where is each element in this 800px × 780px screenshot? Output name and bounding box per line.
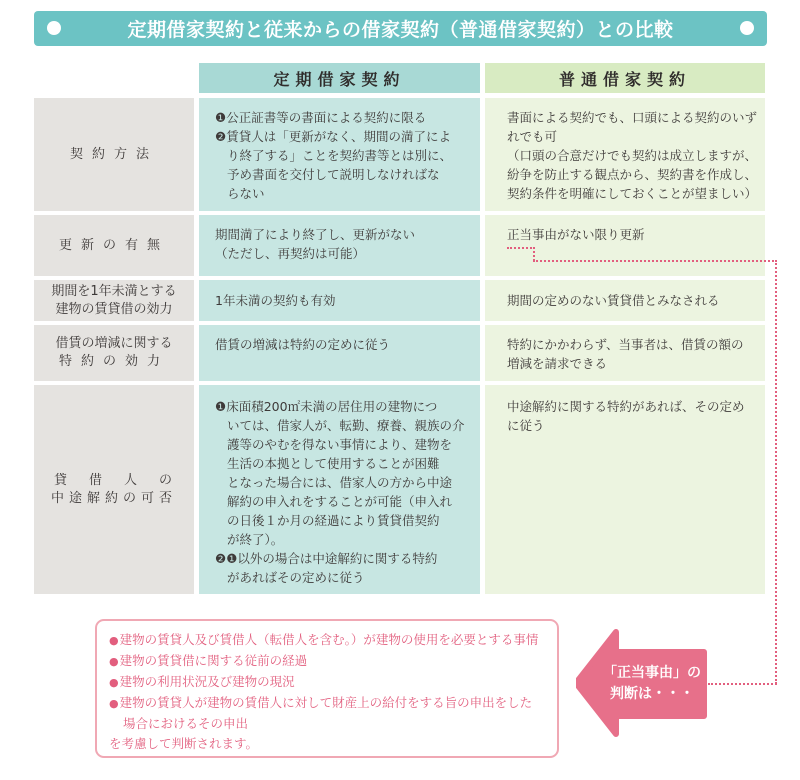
cell-line: 予め書面を交付して説明しなければな bbox=[227, 167, 440, 182]
cell-line: 増減を請求できる bbox=[507, 356, 608, 371]
cell-line: 期間の定めのない賃貸借とみなされる bbox=[507, 293, 720, 308]
row-label-text: 特約の効力 bbox=[58, 354, 169, 369]
cell-ordinary-under-one-year bbox=[485, 280, 765, 321]
cell-line: の日後１か月の経過により賃貸借契約 bbox=[227, 513, 440, 528]
cell-line: 1年未満の契約も有効 bbox=[215, 293, 336, 308]
row-label-under-one-year bbox=[34, 280, 194, 321]
bullet-icon: ● bbox=[109, 634, 119, 647]
bullet-icon: ● bbox=[109, 676, 119, 689]
cell-line: 期間満了により終了し、更新がない bbox=[215, 227, 416, 242]
title-banner bbox=[34, 11, 767, 46]
row-label-text: 期間を1年未満とする bbox=[51, 283, 177, 299]
cell-fixed-rent-change bbox=[199, 325, 480, 381]
factor-text: 建物の賃貸人及び賃借人（転借人を含む。）が建物の使用を必要とする事情 bbox=[119, 632, 539, 647]
factors-closing: を考慮して判断されます。 bbox=[109, 736, 259, 751]
just-cause-underline bbox=[507, 247, 535, 249]
factor-item bbox=[109, 693, 547, 714]
row-label-text: 借賃の増減に関する bbox=[55, 336, 173, 351]
bullet-icon: ● bbox=[109, 697, 119, 710]
banner-dot-left bbox=[47, 21, 61, 35]
row-label-rent-change bbox=[34, 325, 194, 381]
row-label-contract-method bbox=[34, 98, 194, 211]
cell-line: （ただし、再契約は可能） bbox=[215, 246, 366, 261]
cell-line: ❶公正証書等の書面による契約に限る bbox=[215, 110, 427, 125]
connector-line bbox=[708, 683, 777, 685]
cell-fixed-contract-method bbox=[199, 98, 480, 211]
cell-line: 紛争を防止する観点から、契約書を作成し、 bbox=[507, 167, 758, 182]
factor-text: 建物の利用状況及び建物の現況 bbox=[119, 674, 295, 689]
factor-item bbox=[109, 651, 547, 672]
factor-continuation: 場合におけるその申出 bbox=[123, 716, 249, 731]
cell-line: 生活の本拠として使用することが困難 bbox=[227, 456, 440, 471]
cell-line: ❷❶以外の場合は中途解約に関する特約 bbox=[215, 551, 438, 566]
cell-line: （口頭の合意だけでも契約は成立しますが、 bbox=[507, 148, 758, 163]
cell-line: 書面による契約でも、口頭による契約のいず bbox=[507, 110, 758, 125]
cell-line: 借賃の増減は特約の定めに従う bbox=[215, 337, 391, 352]
column-header-fixed-term: 定期借家契約 bbox=[199, 63, 480, 93]
cell-ordinary-mid-term-cancel bbox=[485, 385, 765, 594]
cell-fixed-renewal bbox=[199, 215, 480, 276]
callout-line: 「正当事由」の bbox=[603, 665, 701, 681]
callout-text bbox=[598, 663, 706, 705]
cell-fixed-under-one-year bbox=[199, 280, 480, 321]
row-label-text: 契約方法 bbox=[69, 146, 158, 162]
factor-item bbox=[109, 630, 547, 651]
row-label-text: 貸借人の bbox=[54, 472, 195, 488]
cell-line: らない bbox=[227, 186, 265, 201]
cell-line: となった場合には、借家人の方から中途 bbox=[227, 475, 453, 490]
factor-text: 建物の賃貸人が建物の賃借人に対して財産上の給付をする旨の申出をした bbox=[119, 695, 533, 710]
cell-line: が終了）。 bbox=[227, 532, 284, 547]
column-header-ordinary: 普通借家契約 bbox=[485, 63, 765, 93]
row-label-text: 建物の賃貸借の効力 bbox=[55, 301, 173, 317]
cell-fixed-mid-term-cancel bbox=[199, 385, 480, 594]
row-label-text: 更新の有無 bbox=[58, 237, 169, 253]
cell-line: 契約条件を明確にしておくことが望ましい） bbox=[507, 186, 758, 201]
just-cause-factors-box bbox=[95, 619, 559, 758]
cell-line: り終了する」ことを契約書等とは別に、 bbox=[227, 148, 453, 163]
row-label-renewal bbox=[34, 215, 194, 276]
cell-line: いては、借家人が、転勤、療養、親族の介 bbox=[227, 418, 465, 433]
banner-dot-right bbox=[740, 21, 754, 35]
cell-line: 中途解約に関する特約があれば、その定め bbox=[507, 399, 745, 414]
page-title: 定期借家契約と従来からの借家契約（普通借家契約）との比較 bbox=[127, 19, 674, 41]
row-label-text: 中途解約の可否 bbox=[51, 490, 178, 506]
cell-line: ❶床面積200㎡未満の居住用の建物につ bbox=[215, 399, 438, 414]
cell-ordinary-renewal bbox=[485, 215, 765, 276]
callout-line: 判断は・・・ bbox=[610, 686, 694, 702]
just-cause-text: 正当事由がない限り更新 bbox=[507, 227, 645, 242]
cell-line: 護等のやむを得ない事情により、建物を bbox=[227, 437, 453, 452]
cell-ordinary-rent-change bbox=[485, 325, 765, 381]
factor-item bbox=[109, 672, 547, 693]
cell-line: 特約にかかわらず、当事者は、借賃の額の bbox=[507, 337, 744, 352]
cell-line: に従う bbox=[507, 418, 545, 433]
factor-text: 建物の賃貸借に関する従前の経過 bbox=[119, 653, 308, 668]
cell-line: があればその定めに従う bbox=[227, 570, 365, 585]
connector-line bbox=[533, 260, 777, 262]
cell-line: れでも可 bbox=[507, 129, 558, 144]
just-cause-callout-arrow bbox=[576, 628, 708, 738]
connector-line bbox=[775, 260, 777, 684]
cell-line: ❷賃貸人は「更新がなく、期間の満了によ bbox=[215, 129, 451, 144]
row-label-mid-term-cancel bbox=[34, 385, 194, 594]
bullet-icon: ● bbox=[109, 655, 119, 668]
connector-line bbox=[533, 247, 535, 261]
cell-ordinary-contract-method bbox=[485, 98, 765, 211]
cell-line: 解約の申入れをすることが可能（申入れ bbox=[227, 494, 453, 509]
